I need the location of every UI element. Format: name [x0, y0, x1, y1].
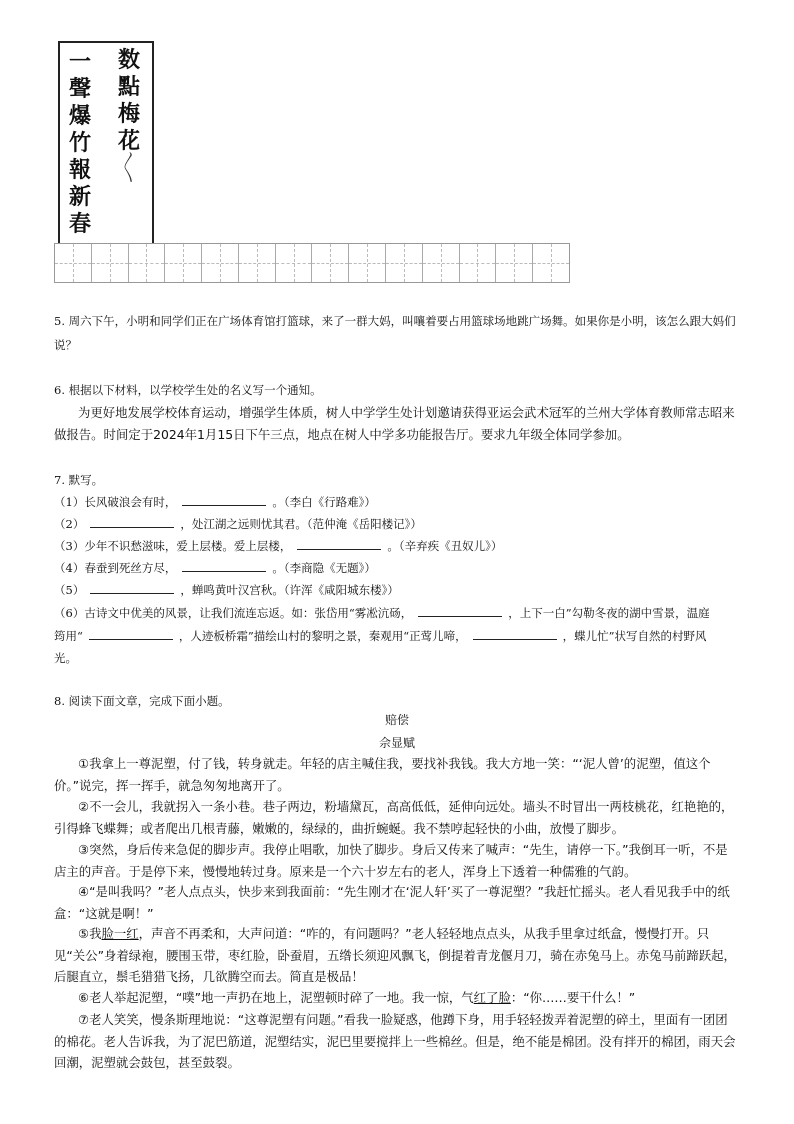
answer-blank[interactable]: [418, 606, 502, 617]
q7-item-1: （1）长风破浪会有时， 。（李白《行路难》）: [54, 495, 376, 509]
q7-item-6-line1: （6）古诗文中优美的风景，让我们流连忘返。如：张岱用“雾凇沆砀， ，上下一白”勾勒冬夜的湖中雪景，温庭: [54, 606, 710, 620]
answer-blank[interactable]: [89, 629, 173, 640]
couplet-image: [58, 41, 154, 243]
q7-item-3: （3）少年不识愁滋味，爱上层楼。爱上层楼， 。（辛弃疾《丑奴儿》）: [54, 539, 503, 553]
underlined-phrase: 红了脸: [473, 990, 511, 1005]
answer-blank[interactable]: [90, 517, 174, 528]
article-paragraph-3: ③突然，身后传来急促的脚步声。我停止唱歌，加快了脚步。身后又传来了喊声：“先生，请停一下。”我倒耳一听，不是店主的声音。于是停下来，慢慢地转过身。原来是一个六十岁左右的老人，浑身上下透着一种儒雅的气韵。: [54, 842, 728, 879]
q7-item-5: （5） ，蝉鸣黄叶汉宫秋。（许浑《咸阳城东楼》）: [54, 583, 399, 597]
article-paragraph-6: ⑥老人举起泥塑，“噗”地一声扔在地上，泥塑顿时碎了一地。我一惊，气红了脸：“你……要干什么！”: [78, 990, 636, 1005]
article-paragraph-5: ⑤我脸一红，声音不再柔和，大声问道：“咋的，有问题吗？”老人轻轻地点点头，从我手里拿过纸盒，慢慢打开。只见“关公”身着绿袍，腰围玉带，枣红脸，卧蚕眉，五绺长须迎风飘飞，倒提着青龙偃月刀，骑在赤兔马上。赤兔马前蹄跃起，后腿直立，鬃毛猎猎飞扬，几欲腾空而去。简直是极品！: [54, 926, 736, 984]
question-6-material: 为更好地发展学校体育运动，增强学生体质，树人中学学生处计划邀请获得亚运会武术冠军的兰州大学体育教师常志昭来做报告。时间定于2024年1月15日下午三点，地点在树人中学多功能报告厅。要求九年级全体同学参加。: [54, 405, 735, 442]
couplet-right-column: [110, 47, 148, 179]
underlined-phrase: 脸一红: [101, 926, 139, 941]
article-title: 赔偿: [384, 713, 409, 727]
article-paragraph-4: ④“是叫我吗？”老人点点头，快步来到我面前：“先生刚才在‘泥人轩’买了一尊泥塑？”我赶忙摇头。老人看见我手中的纸盒：“这就是啊！”: [54, 884, 730, 921]
article-author: 佘显赋: [378, 736, 415, 750]
question-7-title: 7. 默写。: [54, 473, 104, 487]
q7-item-2: （2） ，处江湖之远则忧其君。（范仲淹《岳阳楼记》）: [54, 517, 422, 531]
couplet-right-tail: 〳〵: [120, 158, 137, 177]
answer-blank[interactable]: [297, 539, 381, 550]
couplet-left-column: 一聲爆竹報新春: [68, 49, 91, 237]
answer-blank[interactable]: [90, 583, 174, 594]
article-paragraph-7: ⑦老人笑笑，慢条斯理地说：“这尊泥塑有问题。”看我一脸疑惑，他蹲下身，用手轻轻拨弄着泥塑的碎土，里面有一团团的棉花。老人告诉我，为了泥巴筋道，泥塑结实，泥巴里要搅拌上一些棉丝。但是，绝不能是棉团。没有拌开的棉团，雨天会回潮，泥塑就会鼓包，甚至鼓裂。: [54, 1012, 736, 1070]
couplet-right-text: 数點梅花: [117, 47, 140, 154]
question-6-title: 6. 根据以下材料，以学校学生处的名义写一个通知。: [54, 383, 322, 397]
article-paragraph-2: ②不一会儿，我就拐入一条小巷。巷子两边，粉墙黛瓦，高高低低，延伸向远处。墙头不时冒出一两枝桃花，红艳艳的，引得蜂飞蝶舞；或者爬出几根青藤，嫩嫩的，绿绿的，曲折蜿蜒。我不禁哼起轻快的小曲，放慢了脚步。: [54, 799, 734, 836]
article-paragraph-1: ①我拿上一尊泥塑，付了钱，转身就走。年轻的店主喊住我，要找补我钱。我大方地一笑：“‘泥人曾’的泥塑，值这个价。”说完，挥一挥手，就急匆匆地离开了。: [54, 756, 711, 793]
q7-item-6-line2: 筠用“ ，人迹板桥霜”描绘山村的黎明之景，秦观用“正莺儿啼， ，蝶儿忙”状写自然的村野风: [54, 629, 707, 643]
writing-grid[interactable]: [54, 243, 570, 283]
question-8-title: 8. 阅读下面文章，完成下面小题。: [54, 694, 230, 708]
question-5: 5. 周六下午，小明和同学们正在广场体育馆打篮球，来了一群大妈，叫嚷着要占用篮球场地跳广场舞。如果你是小明，该怎么跟大妈们说？: [54, 314, 736, 352]
q7-item-6-line3: 光。: [54, 651, 77, 665]
q7-item-4: （4）春蚕到死丝方尽， 。（李商隐《无题》）: [54, 561, 376, 575]
answer-blank[interactable]: [473, 629, 557, 640]
answer-blank[interactable]: [182, 561, 266, 572]
answer-blank[interactable]: [182, 495, 266, 506]
